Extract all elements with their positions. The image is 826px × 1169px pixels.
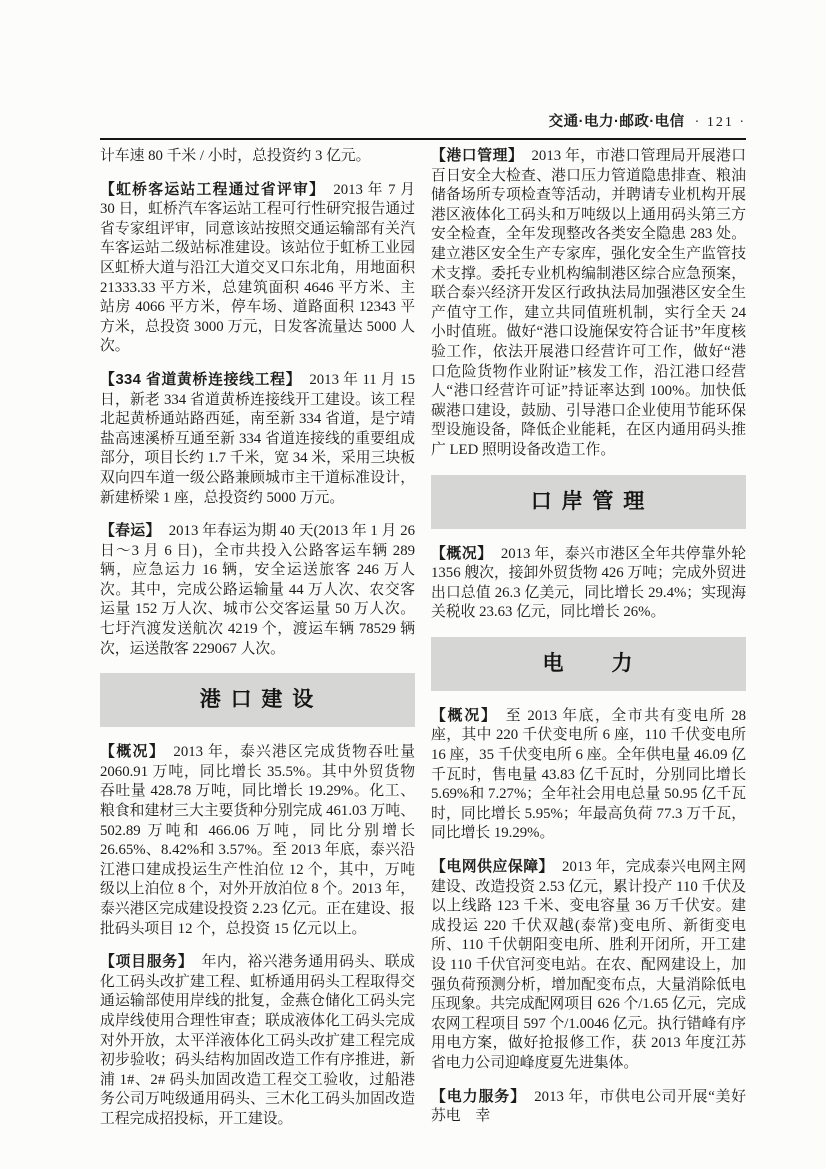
page-content (100, 110, 746, 1130)
entry-text: 2013 年，完成泰兴电网主网建设、改造投资 2.53 亿元，累计投产 110 千伏及以上线路 123 千米、变电容量 36 万千伏安。建成投运 220 千伏双越(泰常)变电所、新街变电所、110 千伏朝阳变电所、胜利开闭所，开工建设 110 千伏官河变电站。在农、配网建设上，加强负荷预测分析，增加配变布点，大量消除低电压现象。共完成配网项目 626 个/1.65 亿元，完成农网工程项目 597 个/1.0046 亿元。执行错峰有序用电方案，做好抢报修工作，获 2013 年度江苏省电力公司迎峰度夏先进集体。 (431, 859, 746, 1071)
entry-electric-power-overview (431, 707, 746, 844)
running-head-title: 交通·电力·邮政·电信 (548, 114, 685, 130)
paragraph-text: 计车速 80 千米 / 小时，总投资约 3 亿元。 (100, 148, 371, 164)
entry-hongqiao-bus-station (100, 181, 415, 357)
section-header-port-of-entry-management (431, 475, 746, 529)
entry-spring-festival-transport (100, 522, 415, 659)
entry-project-services (100, 953, 415, 1129)
right-column (431, 147, 746, 1130)
paragraph-continuation (100, 147, 415, 167)
entry-label: 【概况】 (100, 744, 166, 761)
entry-s334-huangqiao-link-road (100, 371, 415, 508)
entry-text: 2013 年春运为期 40 天(2013 年 1 月 26 日～3 月 6 日)，全市共投入公路客运车辆 289 辆，应急运力 16 辆，安全运送旅客 246 万人次。其中，完成公路运输量 44 万人次、农交客运量 152 万人次、城市公交客运量 50 万人次。七圩汽渡发送航次 4219 个，渡运车辆 78529 辆次，运送散客 229067 人次。 (100, 523, 415, 657)
section-title: 电 力 (542, 652, 635, 676)
entry-text: 至 2013 年底，全市共有变电所 28 座，其中 220 千伏变电所 6 座，110 千伏变电所 16 座，35 千伏变电所 6 座。全年供电量 46.09 亿千瓦时，售电量 43.83 亿千瓦时，分别同比增长 5.69%和 7.27%；全年社会用电总量 50.95 亿千瓦时，同比增长 5.95%；年最高负荷 77.3 万千瓦，同比增长 19.29%。 (431, 707, 746, 842)
entry-text: 2013 年 7 月 30 日，虹桥汽车客运站工程可行性研究报告通过省专家组评审，同意该站按照交通运输部有关汽车客运站二级站标准建设。该站位于虹桥工业园区虹桥大道与沿江大道交叉口东北角，用地面积 21333.33 平方米，总建筑面积 4646 平方米、主站房 4066 平方米，停车场、道路面积 12343 平方米，总投资 3000 万元，日发客流量达 5000 人次。 (100, 181, 416, 355)
entry-text: 2013 年，泰兴港区完成货物吞吐量 2060.91 万吨，同比增长 35.5%。其中外贸货物吞吐量 428.78 万吨，同比增长 19.29%。化工、粮食和建材三大主要货种分别完成 461.03 万吨、502.89 万吨和 466.06 万吨，同比分别增长 26.65%、8.42%和 3.57%。至 2013 年底，泰兴沿江港口建成投运生产性泊位 12 个，其中，万吨级以上泊位 8 个，对外开放泊位 8 个。2013 年，泰兴港区完成建设投资 2.23 亿元。正在建设、报批码头项目 12 个，总投资 15 亿元以上。 (100, 744, 416, 937)
section-header-port-construction (100, 673, 415, 727)
entry-label: 【项目服务】 (100, 954, 194, 971)
entry-electric-power-service (431, 1088, 746, 1127)
entry-label: 【电网供应保障】 (431, 859, 554, 876)
entry-text: 年内，裕兴港务通用码头、联成化工码头改扩建工程、虹桥通用码头工程取得交通运输部使用岸线的批复，金燕仓储化工码头完成岸线使用合理性审查；联成液体化工码头完成对外开放，太平洋液体化工码头改扩建工程完成初步验收；码头结构加固改造工作有序推进，新浦 1#、2# 码头加固改造工程交工验收，过船港务公司万吨级通用码头、三木化工码头加固改造工程完成招投标，开工建设。 (100, 954, 415, 1127)
two-column-layout (100, 147, 746, 1130)
entry-label: 【概况】 (431, 707, 498, 724)
entry-label: 【概况】 (431, 545, 493, 562)
entry-text: 2013 年，市供电公司开展“美好苏电 幸 (431, 1088, 746, 1125)
entry-label: 【春运】 (100, 523, 161, 540)
section-title: 港 口 建 设 (199, 688, 316, 712)
section-title: 口 岸 管 理 (530, 489, 647, 513)
entry-port-administration (431, 147, 746, 461)
entry-label: 【港口管理】 (431, 148, 524, 164)
entry-text: 2013 年 11 月 15 日，新老 334 省道黄桥连接线开工建设。该工程北起黄桥通站路西延，南至新 334 省道，是宁靖盐高速溪桥互通至新 334 省道连接线的重要组成部分，项目长约 1.7 千米，宽 34 米，采用三块板双向四车道一级公路兼顾城市主干道标准设计，新建桥梁 1 座，总投资约 5000 万元。 (100, 371, 415, 506)
entry-text: 2013 年，市港口管理局开展港口百日安全大检查、港口压力管道隐患排查、粮油储备场所专项检查等活动，并聘请专业机构开展港区液体化工码头和万吨级以上通用码头第三方安全检查，全年发现整改各类安全隐患 283 处。建立港区安全生产专家库，强化安全生产监管技术支撑。委托专业机构编制港区综合应急预案，联合泰兴经济开发区行政执法局加强港区安全生产值守工作，建立共同值班机制，实行全天 24 小时值班。做好“港口设施保安符合证书”年度核验工作，依法开展港口经营许可工作，做好“港口危险货物作业附证”核发工作，沿江港口经营人“港口经营许可证”持证率达到 100%。加快低碳港口建设，鼓励、引导港口企业使用节能环保型设施设备，降低企业能耗，在区内通用码头推广 LED 照明设备改造工作。 (431, 148, 746, 458)
entry-port-of-entry-overview (431, 545, 746, 623)
entry-label: 【334 省道黄桥连接线工程】 (100, 371, 302, 388)
section-header-electric-power (431, 637, 746, 691)
entry-port-construction-overview (100, 743, 415, 939)
entry-label: 【虹桥客运站工程通过省评审】 (100, 181, 326, 198)
entry-label: 【电力服务】 (431, 1088, 527, 1105)
entry-grid-supply-guarantee (431, 858, 746, 1074)
page-number: · 121 · (694, 115, 746, 130)
entry-text: 2013 年，泰兴市港区全年共停靠外轮 1356 艘次，接卸外贸货物 426 万吨；完成外贸进出口总值 26.3 亿美元，同比增长 29.4%；实现海关税收 23.63 亿元，同比增长 26%。 (431, 545, 747, 621)
page-header (100, 110, 746, 140)
left-column (100, 147, 415, 1130)
